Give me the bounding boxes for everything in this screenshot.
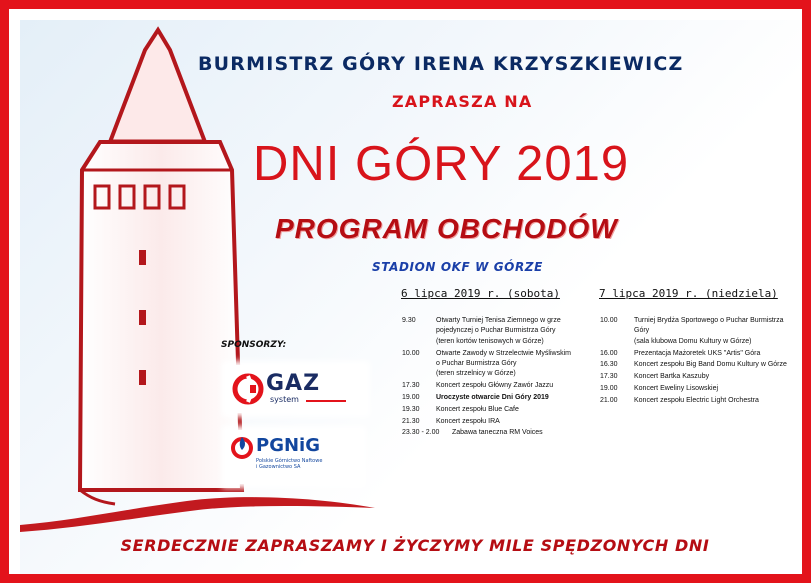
event-title: DNI GÓRY 2019 — [253, 137, 630, 191]
schedule-time: 23.30 - 2.00 — [402, 429, 440, 437]
schedule-time: 10.00 — [600, 317, 618, 324]
schedule-item — [402, 316, 597, 347]
pgnig-subtext-line: i Gazownictwo SA — [256, 464, 301, 470]
sponsors-label: SPONSORZY: — [221, 340, 287, 350]
schedule-description — [436, 316, 597, 347]
schedule-line: (teren kortów tenisowych w Górze) — [436, 337, 544, 345]
schedule-item — [600, 384, 800, 394]
schedule-description: Zabawa taneczna RM Voices — [452, 429, 543, 437]
schedule-description: Koncert zespołu Electric Light Orchestra — [634, 396, 759, 404]
program-subtitle: PROGRAM OBCHODÓW — [275, 213, 618, 244]
day1-heading: 6 lipca 2019 r. (sobota) — [401, 287, 560, 300]
day1-schedule — [402, 316, 597, 439]
schedule-time: 17.30 — [600, 373, 618, 381]
schedule-line: Otwarty Turniej Tenisa Ziemnego w grze — [436, 317, 561, 324]
organizer-heading: BURMISTRZ GÓRY IRENA KRZYSZKIEWICZ — [198, 53, 684, 75]
schedule-time: 10.00 — [402, 349, 420, 357]
schedule-line: o Puchar Burmistrza Góry — [436, 360, 517, 368]
schedule-time: 21.00 — [600, 396, 618, 404]
tower-window — [139, 370, 146, 385]
gaz-flame-icon — [230, 371, 266, 407]
schedule-time: 19.00 — [402, 394, 420, 402]
schedule-item — [600, 349, 800, 359]
schedule-description: Koncert zespołu Blue Cafe — [436, 405, 519, 413]
pgnig-subtext-line: Polskie Górnictwo Naftowe — [256, 458, 323, 464]
schedule-line: pojedynczej o Puchar Burmistrza Góry — [436, 327, 556, 335]
venue-line: STADION OKF W GÓRZE — [372, 260, 543, 274]
schedule-item — [600, 316, 800, 347]
schedule-description: Koncert zespołu Główny Zawór Jazzu — [436, 382, 554, 390]
schedule-line: (sala klubowa Domu Kultury w Górze) — [634, 337, 752, 345]
schedule-time: 21.30 — [402, 417, 420, 425]
schedule-description — [436, 349, 597, 380]
pgnig-logo-text: PGNiG — [256, 435, 320, 456]
gaz-logo-text: GAZ — [266, 371, 321, 396]
gaz-logo-underline — [306, 400, 346, 402]
schedule-time: 19.30 — [402, 405, 420, 413]
gaz-logo-subtext: system — [270, 395, 299, 404]
schedule-item — [402, 349, 597, 380]
schedule-item — [402, 393, 597, 403]
schedule-description: Koncert Eweliny Lisowskiej — [634, 385, 719, 392]
poster-background — [20, 20, 809, 581]
schedule-time: 9.30 — [402, 317, 416, 324]
gaz-system-logo — [226, 365, 366, 413]
schedule-description: Koncert Bartka Kaszuby — [634, 373, 710, 381]
schedule-item — [600, 372, 800, 382]
schedule-description — [634, 316, 800, 347]
pgnig-logo — [226, 430, 362, 484]
invites-line: ZAPRASZA NA — [392, 92, 533, 111]
schedule-item — [600, 360, 800, 370]
schedule-line: (teren strzelnicy w Górze) — [436, 370, 516, 378]
pgnig-logo-subtext — [256, 458, 356, 470]
schedule-item — [402, 428, 597, 438]
tower-window — [139, 310, 146, 325]
schedule-description: Uroczyste otwarcie Dni Góry 2019 — [436, 394, 549, 402]
day2-heading: 7 lipca 2019 r. (niedziela) — [599, 287, 778, 300]
schedule-description: Koncert zespołu Big Band Domu Kultury w Górze — [634, 361, 787, 369]
schedule-item — [402, 381, 597, 391]
schedule-time: 16.30 — [600, 361, 618, 369]
schedule-item — [402, 405, 597, 415]
tower-window — [139, 250, 146, 265]
schedule-description: Prezentacja Mażoretek UKS "Artis" Góra — [634, 349, 761, 357]
schedule-time: 17.30 — [402, 382, 420, 390]
pgnig-flame-icon — [229, 434, 255, 460]
schedule-line: Otwarte Zawody w Strzelectwie Myśliwskim — [436, 349, 571, 357]
schedule-line: Turniej Brydża Sportowego o Puchar Burmistrza Góry — [634, 317, 784, 335]
schedule-item — [402, 417, 597, 427]
schedule-description: Koncert zespołu IRA — [436, 417, 500, 425]
schedule-time: 19.00 — [600, 385, 618, 392]
schedule-time: 16.00 — [600, 349, 618, 357]
closing-message: SERDECZNIE ZAPRASZAMY I ŻYCZYMY MILE SPĘDZONYCH DNI — [120, 536, 710, 555]
day2-schedule — [600, 316, 800, 408]
schedule-item — [600, 396, 800, 406]
